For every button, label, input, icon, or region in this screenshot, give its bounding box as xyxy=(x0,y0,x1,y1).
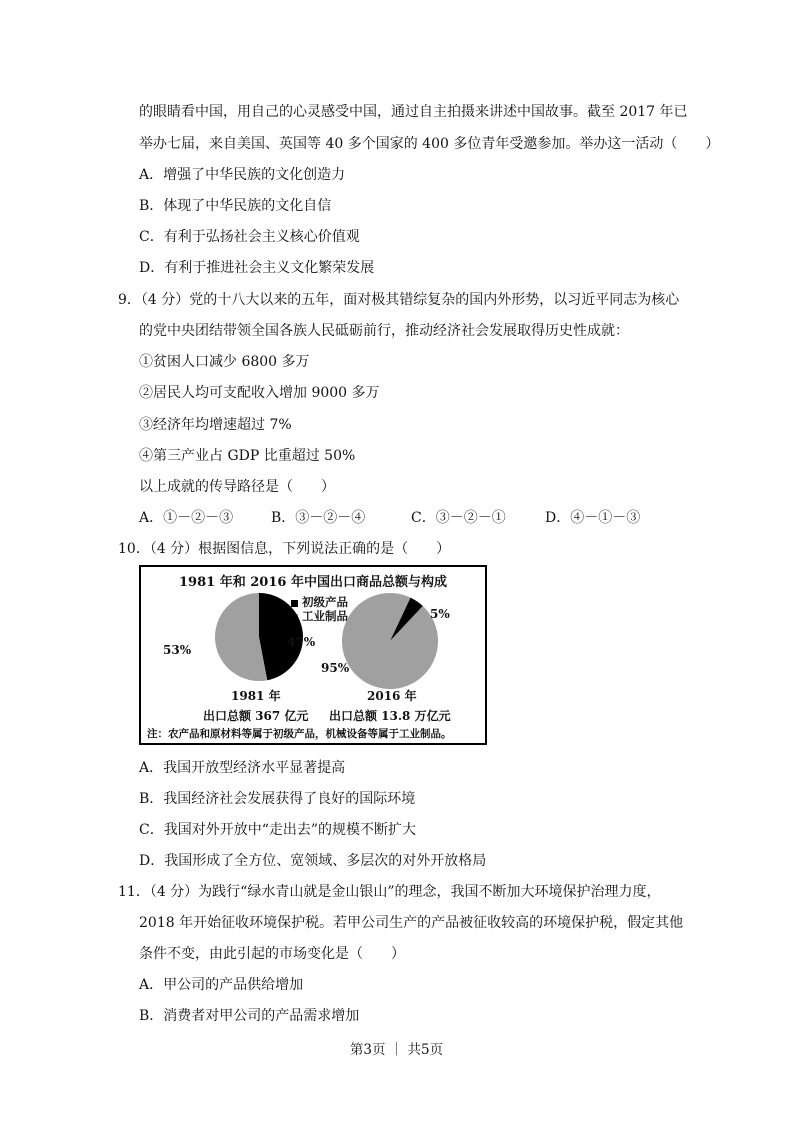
q8-option-d: D．有利于推进社会主义文化繁荣发展 xyxy=(139,260,375,276)
q8-option-b: B．体现了中华民族的文化自信 xyxy=(139,198,332,214)
q11-stem-line1: 11．（4 分）为践行“绿水青山就是金山银山”的理念，我国不断加大环境保护治理力度， xyxy=(118,884,661,900)
q11-stem-line2: 2018 年开始征收环境保护税。若甲公司生产的产品被征收较高的环境保护税，假定其他 xyxy=(139,915,684,931)
q9-option-a: A．①－②－③ xyxy=(139,510,234,526)
pie2-label-industrial: 95% xyxy=(321,661,350,675)
q9-option-d: D．④－①－③ xyxy=(545,510,641,526)
q8-line2: 举办七届，来自美国、英国等 40 多个国家的 400 多位青年受邀参加。举办这一活动（ ） xyxy=(139,136,720,152)
q9-question: 以上成就的传导路径是（ ） xyxy=(139,479,335,495)
pie2-total-label: 出口总额 13.8 万亿元 xyxy=(329,709,451,723)
chart-note: 注：农产品和原材料等属于初级产品，机械设备等属于工业制品。 xyxy=(147,728,452,740)
q8-line1: 的眼睛看中国，用自己的心灵感受中国，通过自主拍摄来讲述中国故事。截至 2017 年已 xyxy=(139,104,688,120)
q10-option-c: C．我国对外开放中“走出去”的规模不断扩大 xyxy=(139,822,417,838)
q9-item-1: ①贫困人口减少 6800 多万 xyxy=(139,354,310,370)
pie2-slice-industrial xyxy=(342,593,438,689)
pie1-total-label: 出口总额 367 亿元 xyxy=(203,709,309,723)
q11-stem-line3: 条件不变，由此引起的市场变化是（ ） xyxy=(139,946,405,962)
q9-stem-line2: 的党中央团结带领全国各族人民砥砺前行，推动经济社会发展取得历史性成就： xyxy=(139,323,629,339)
q10-option-d: D．我国形成了全方位、宽领域、多层次的对外开放格局 xyxy=(139,853,487,869)
q11-option-a: A．甲公司的产品供给增加 xyxy=(139,977,304,993)
q9-option-b: B．③－②－④ xyxy=(271,510,366,526)
pie1-year-label: 1981 年 xyxy=(231,689,281,703)
q10-option-b: B．我国经济社会发展获得了良好的国际环境 xyxy=(139,791,416,807)
q11-option-b: B．消费者对甲公司的产品需求增加 xyxy=(139,1008,360,1024)
legend-item-industrial: 工业制品 xyxy=(291,608,348,624)
pie1-label-industrial: 53% xyxy=(163,643,192,657)
q9-item-3: ③经济年均增速超过 7% xyxy=(139,417,292,433)
chart-title: 1981 年和 2016 年中国出口商品总额与构成 xyxy=(179,575,447,590)
page-footer: 第3页 ｜ 共5页 xyxy=(349,1042,444,1058)
pie2-year-label: 2016 年 xyxy=(367,689,417,703)
q9-stem-line1: 9．（4 分）党的十八大以来的五年，面对极其错综复杂的国内外形势，以习近平同志为核心 xyxy=(118,292,680,308)
export-pie-chart xyxy=(139,565,487,745)
q10-stem: 10．（4 分）根据图信息，下列说法正确的是（ ） xyxy=(118,541,451,557)
q9-option-c: C．③－②－① xyxy=(411,510,506,526)
legend-item-primary: 初级产品 xyxy=(291,594,348,610)
q9-item-2: ②居民人均可支配收入增加 9000 多万 xyxy=(139,385,380,401)
pie1-label-primary: 47% xyxy=(287,635,316,649)
q8-option-c: C．有利于弘扬社会主义核心价值观 xyxy=(139,229,360,245)
q10-option-a: A．我国开放型经济水平显著提高 xyxy=(139,760,346,776)
q8-option-a: A．增强了中华民族的文化创造力 xyxy=(139,167,346,183)
q9-item-4: ④第三产业占 GDP 比重超过 50% xyxy=(139,448,356,464)
pie2-label-primary: 5% xyxy=(430,607,450,621)
